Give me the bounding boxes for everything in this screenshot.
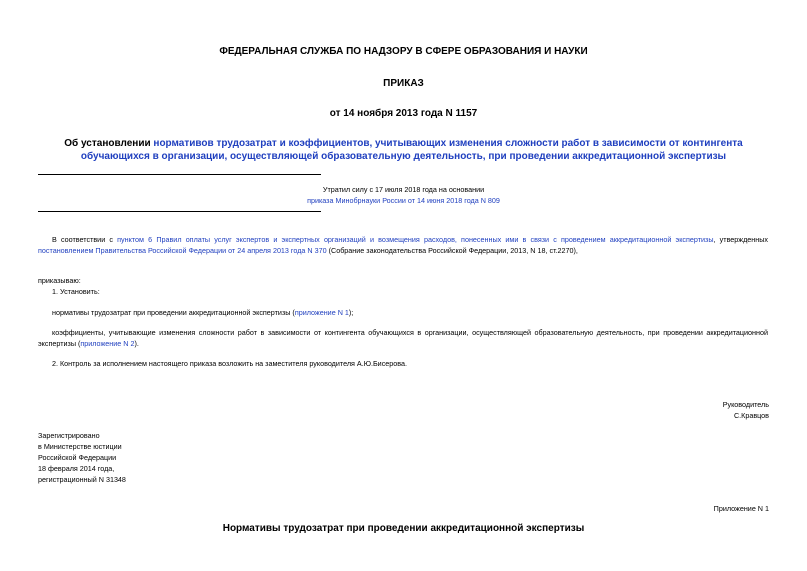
norms-paragraph bbox=[52, 307, 353, 318]
agency-name: ФЕДЕРАЛЬНАЯ СЛУЖБА ПО НАДЗОРУ В СФЕРЕ ОБРАЗОВАНИЯ И НАУКИ bbox=[219, 46, 588, 57]
divider-top bbox=[38, 174, 321, 175]
appendix-label: Приложение N 1 bbox=[713, 504, 769, 513]
appendix-2-link[interactable]: приложение N 2 bbox=[80, 339, 135, 348]
preamble-text-3: (Собрание законодательства Российской Федерации, 2013, N 18, ст.2270), bbox=[326, 246, 578, 255]
resolution-link[interactable]: постановлением Правительства Российской Федерации от 24 апреля 2013 года N 370 bbox=[38, 246, 327, 255]
registration-line: в Министерстве юстиции bbox=[38, 442, 122, 451]
order-item-2: 2. Контроль за исполнением настоящего приказа возложить на заместителя руководителя А.Ю.Бисерова. bbox=[52, 359, 408, 368]
status-repeal-link[interactable]: приказа Минобрнауки России от 14 июня 2018 года N 809 bbox=[307, 196, 500, 205]
norms-end: ); bbox=[348, 308, 354, 317]
registration-block bbox=[38, 430, 126, 485]
rules-link[interactable]: пунктом 6 Правил оплаты услуг экспертов и экспертных организаций и возмещения расходов, понесенных ими в связи с проведением аккредитационной экспертизы bbox=[117, 235, 714, 244]
doc-date-number: от 14 ноября 2013 года N 1157 bbox=[329, 108, 478, 119]
status-line: Утратил силу с 17 июля 2018 года на основании bbox=[322, 185, 485, 194]
registration-line: Зарегистрировано bbox=[38, 431, 100, 440]
registration-line: регистрационный N 31348 bbox=[38, 475, 126, 484]
prikazyvayu: приказываю: bbox=[38, 276, 81, 285]
preamble-text-1: В соответствии с bbox=[52, 235, 118, 244]
signature-name: С.Кравцов bbox=[733, 411, 769, 420]
subject-prefix: Об установлении bbox=[64, 138, 154, 149]
appendix-title: Нормативы трудозатрат при проведении аккредитационной экспертизы bbox=[222, 523, 585, 534]
registration-line: Российской Федерации bbox=[38, 453, 117, 462]
norms-text: нормативы трудозатрат при проведении аккредитационной экспертизы ( bbox=[52, 308, 295, 317]
order-item-1: 1. Установить: bbox=[52, 287, 100, 296]
preamble bbox=[38, 234, 768, 256]
signature-title: Руководитель bbox=[722, 400, 769, 409]
coef-end: ). bbox=[134, 339, 139, 348]
preamble-text-2: , утвержденных bbox=[713, 235, 769, 244]
coef-text: коэффициенты, учитывающие изменения сложности работ в зависимости от контингента обучающихся в организации, осуществляющей образовательную деятельность, при проведении аккредитационной экспертизы ( bbox=[38, 328, 768, 348]
divider-bottom bbox=[38, 211, 321, 212]
coef-paragraph bbox=[38, 327, 768, 349]
subject-link[interactable]: нормативов трудозатрат и коэффициентов, учитывающих изменения сложности работ в зависимости от контингента обучающихся в организации, осуществляющей образовательную деятельность, при проведении аккредитационной экспертизы bbox=[80, 138, 743, 162]
appendix-1-link[interactable]: приложение N 1 bbox=[294, 308, 349, 317]
registration-line: 18 февраля 2014 года, bbox=[38, 464, 115, 473]
doc-type: ПРИКАЗ bbox=[383, 78, 424, 89]
doc-subject bbox=[60, 137, 747, 163]
